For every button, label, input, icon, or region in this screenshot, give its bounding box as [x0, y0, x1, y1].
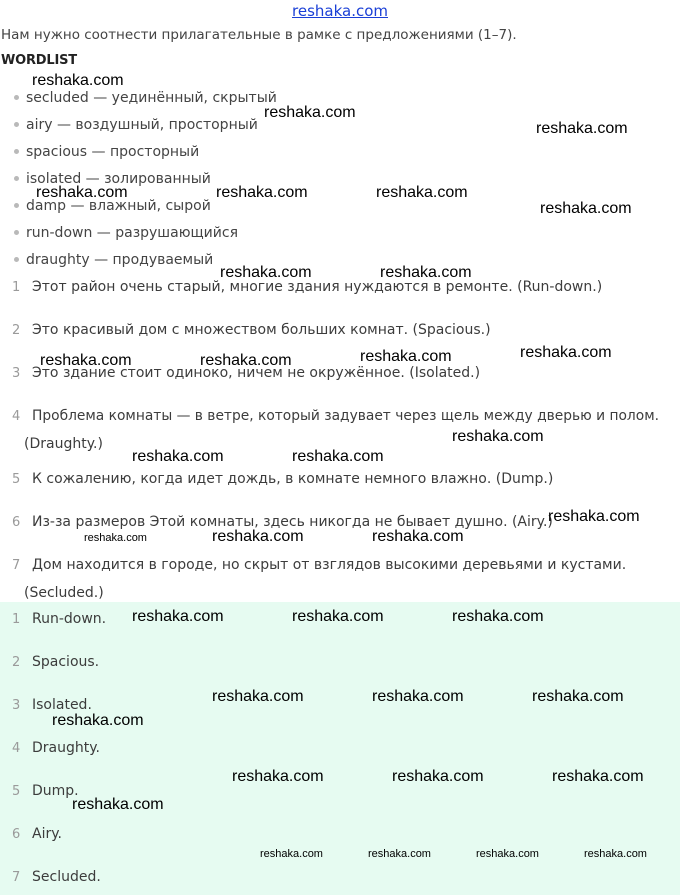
sentence-number: 5	[12, 472, 21, 487]
watermark: reshaka.com	[72, 796, 164, 813]
sentence-text: Этот район очень старый, многие здания нуждаются в ремонте. (Run-down.)	[32, 279, 603, 295]
wordlist-item: damp — влажный, сырой	[14, 198, 211, 214]
watermark: reshaka.com	[368, 848, 431, 860]
watermark: reshaka.com	[212, 528, 304, 545]
sentence-text: Из-за размеров Этой комнаты, здесь никогда не бывает душно. (Airy.)	[32, 514, 553, 530]
watermark: reshaka.com	[552, 768, 644, 785]
bullet-icon	[14, 122, 19, 127]
wordlist-item: secluded — уединённый, скрытый	[14, 90, 277, 106]
watermark: reshaka.com	[32, 72, 124, 89]
wordlist-item: run-down — разрушающийся	[14, 225, 238, 241]
bullet-icon	[14, 149, 19, 154]
answer-number: 5	[12, 784, 21, 799]
sentence-number: 4	[12, 409, 21, 424]
answers-panel	[0, 602, 680, 895]
watermark: reshaka.com	[132, 448, 224, 465]
watermark: reshaka.com	[372, 688, 464, 705]
watermark: reshaka.com	[52, 712, 144, 729]
watermark: reshaka.com	[540, 200, 632, 217]
watermark: reshaka.com	[292, 448, 384, 465]
answer-text: Dump.	[32, 783, 79, 799]
sentence-text: К сожалению, когда идет дождь, в комнате немного влажно. (Dump.)	[32, 471, 554, 487]
watermark: reshaka.com	[392, 768, 484, 785]
bullet-icon	[14, 257, 19, 262]
sentence-text: Это красивый дом с множеством больших комнат. (Spacious.)	[32, 322, 491, 338]
wordlist-item: isolated — золированный	[14, 171, 211, 187]
bullet-icon	[14, 203, 19, 208]
watermark: reshaka.com	[220, 264, 312, 281]
watermark: reshaka.com	[36, 184, 128, 201]
watermark: reshaka.com	[548, 508, 640, 525]
wordlist-item: spacious — просторный	[14, 144, 199, 160]
watermark: reshaka.com	[584, 848, 647, 860]
watermark: reshaka.com	[84, 532, 147, 544]
sentence-number: 7	[12, 558, 21, 573]
watermark: reshaka.com	[264, 104, 356, 121]
watermark: reshaka.com	[376, 184, 468, 201]
answer-number: 4	[12, 741, 21, 756]
answer-number: 1	[12, 612, 21, 627]
wordlist-item: draughty — продуваемый	[14, 252, 213, 268]
answer-text: Draughty.	[32, 740, 100, 756]
watermark: reshaka.com	[536, 120, 628, 137]
watermark: reshaka.com	[452, 608, 544, 625]
sentence-text: Это здание стоит одиноко, ничем не окружённое. (Isolated.)	[32, 365, 481, 381]
site-link[interactable]: reshaka.com	[292, 2, 388, 20]
watermark: reshaka.com	[292, 608, 384, 625]
answer-number: 7	[12, 870, 21, 885]
watermark: reshaka.com	[360, 348, 452, 365]
sentence-text-cont: (Secluded.)	[24, 585, 104, 601]
bullet-icon	[14, 230, 19, 235]
answer-text: Isolated.	[32, 697, 92, 713]
answer-text: Airy.	[32, 826, 62, 842]
watermark: reshaka.com	[372, 528, 464, 545]
watermark: reshaka.com	[260, 848, 323, 860]
watermark: reshaka.com	[212, 688, 304, 705]
answer-number: 2	[12, 655, 21, 670]
watermark: reshaka.com	[532, 688, 624, 705]
watermark: reshaka.com	[40, 352, 132, 369]
watermark: reshaka.com	[476, 848, 539, 860]
watermark: reshaka.com	[232, 768, 324, 785]
watermark: reshaka.com	[452, 428, 544, 445]
wordlist-title: WORDLIST	[1, 53, 77, 68]
watermark: reshaka.com	[216, 184, 308, 201]
bullet-icon	[14, 95, 19, 100]
sentence-text-cont: (Draughty.)	[24, 436, 103, 452]
sentence-number: 2	[12, 323, 21, 338]
sentence-text: Дом находится в городе, но скрыт от взглядов высокими деревьями и кустами.	[32, 557, 627, 573]
watermark: reshaka.com	[520, 344, 612, 361]
answer-text: Secluded.	[32, 869, 101, 885]
answer-text: Spacious.	[32, 654, 100, 670]
sentence-number: 3	[12, 366, 21, 381]
sentence-number: 1	[12, 280, 21, 295]
answer-number: 3	[12, 698, 21, 713]
watermark: reshaka.com	[132, 608, 224, 625]
watermark: reshaka.com	[200, 352, 292, 369]
answer-number: 6	[12, 827, 21, 842]
answer-text: Run-down.	[32, 611, 107, 627]
sentence-number: 6	[12, 515, 21, 530]
sentence-text: Проблема комнаты — в ветре, который задувает через щель между дверью и полом.	[32, 408, 659, 424]
intro-text: Нам нужно соотнести прилагательные в рамке с предложениями (1–7).	[1, 27, 517, 43]
wordlist-item: airy — воздушный, просторный	[14, 117, 258, 133]
bullet-icon	[14, 176, 19, 181]
watermark: reshaka.com	[380, 264, 472, 281]
